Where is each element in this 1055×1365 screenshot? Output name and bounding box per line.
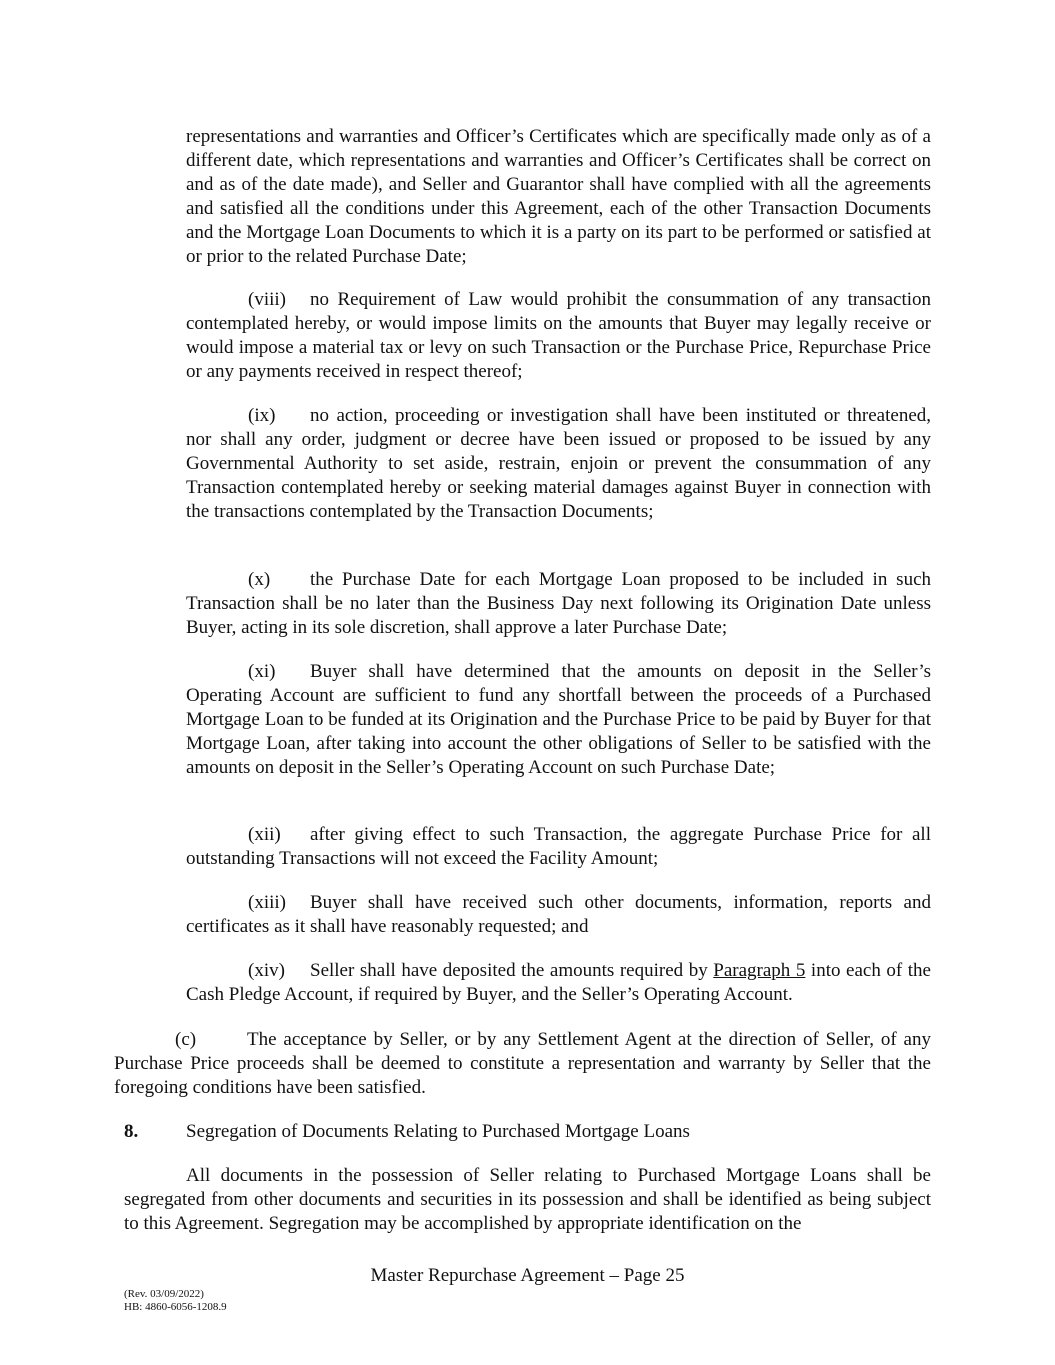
paragraph-continuation: representations and warranties and Officer’s Certificates which are specifically made only as of a different date, which representations and warranties and Officer’s Certificates shall be correct on and as of the date made), and Seller and Guarantor shall have complied with all the agreements and satisfied all the conditions under this Agreement, each of the other Transaction Documents and the Mortgage Loan Documents to which it is a party on its part to be performed or satisfied at or prior to the related Purchase Date;: [186, 126, 931, 267]
section-8-body-text: All documents in the possession of Seller relating to Purchased Mortgage Loans shall be segregated from other documents and securities in its possession and shall be identified as being subject to this Agreement. Segregation may be accomplished by appropriate identification on the: [124, 1165, 931, 1234]
clause-xii: [186, 823, 931, 871]
clause-xiv-text-after: into each of the Cash Pledge Account, if required by Buyer, and the Seller’s Operating Account.: [186, 960, 931, 1005]
footer-document-id: HB: 4860-6056-1208.9: [124, 1301, 227, 1313]
clause-xii-label: (xii): [248, 824, 281, 845]
clause-viii-text: no Requirement of Law would prohibit the consummation of any transaction contemplated hereby, or would impose limits on the amounts that Buyer may legally receive or would impose a material tax or levy on such Transaction or the Purchase Price, Repurchase Price or any payments received in respect thereof;: [186, 289, 931, 382]
section-8-number: 8.: [124, 1121, 139, 1142]
clause-xiii: [186, 891, 931, 939]
clause-ix-text: no action, proceeding or investigation shall have been instituted or threatened, nor shall any order, judgment or decree have been issued or proposed to be issued by any Governmental Authority to set aside, restrain, enjoin or prevent the consummation of any Transaction contemplated hereby or seeking material damages against Buyer in connection with the transactions contemplated by the Transaction Documents;: [186, 405, 931, 522]
clause-x-label: (x): [248, 569, 271, 590]
clause-xiv-text-before: Seller shall have deposited the amounts required by: [310, 960, 708, 981]
section-8-body: [124, 1164, 931, 1236]
clause-c-text: The acceptance by Seller, or by any Settlement Agent at the direction of Seller, of any Purchase Price proceeds shall be deemed to constitute a representation and warranty by Seller that the foregoing conditions have been satisfied.: [114, 1029, 931, 1098]
clause-xi: [186, 660, 931, 780]
clause-xiv: [186, 959, 931, 1007]
clause-viii-label: (viii): [248, 289, 286, 310]
clause-ix-label: (ix): [248, 405, 276, 426]
clause-xiv-label: (xiv): [248, 960, 285, 981]
section-8-title: Segregation of Documents Relating to Purchased Mortgage Loans: [186, 1121, 690, 1142]
clause-c-label: (c): [175, 1029, 197, 1050]
clause-ix: [186, 404, 931, 524]
paragraph-5-reference: Paragraph 5: [713, 960, 806, 981]
clause-xiii-text: Buyer shall have received such other documents, information, reports and certificates as it shall have reasonably requested; and: [186, 892, 931, 937]
clause-xi-text: Buyer shall have determined that the amounts on deposit in the Seller’s Operating Account are sufficient to fund any shortfall between the proceeds of a Purchased Mortgage Loan to be funded at its Origination and the Purchase Price to be paid by Buyer for that Mortgage Loan, after taking into account the other obligations of Seller to be satisfied with the amounts on deposit in the Seller’s Operating Account on such Purchase Date;: [186, 661, 931, 778]
footer-revision: (Rev. 03/09/2022): [124, 1288, 204, 1300]
clause-viii: [186, 288, 931, 384]
clause-xiii-label: (xiii): [248, 892, 286, 913]
clause-c: [114, 1028, 931, 1100]
clause-xi-label: (xi): [248, 661, 276, 682]
footer-page-label: Master Repurchase Agreement – Page 25: [370, 1265, 685, 1286]
clause-xii-text: after giving effect to such Transaction, the aggregate Purchase Price for all outstanding Transactions will not exceed the Facility Amount;: [186, 824, 931, 869]
clause-x-text: the Purchase Date for each Mortgage Loan proposed to be included in such Transaction shall be no later than the Business Day next following its Origination Date unless Buyer, acting in its sole discretion, shall approve a later Purchase Date;: [186, 569, 931, 638]
clause-x: [186, 568, 931, 640]
